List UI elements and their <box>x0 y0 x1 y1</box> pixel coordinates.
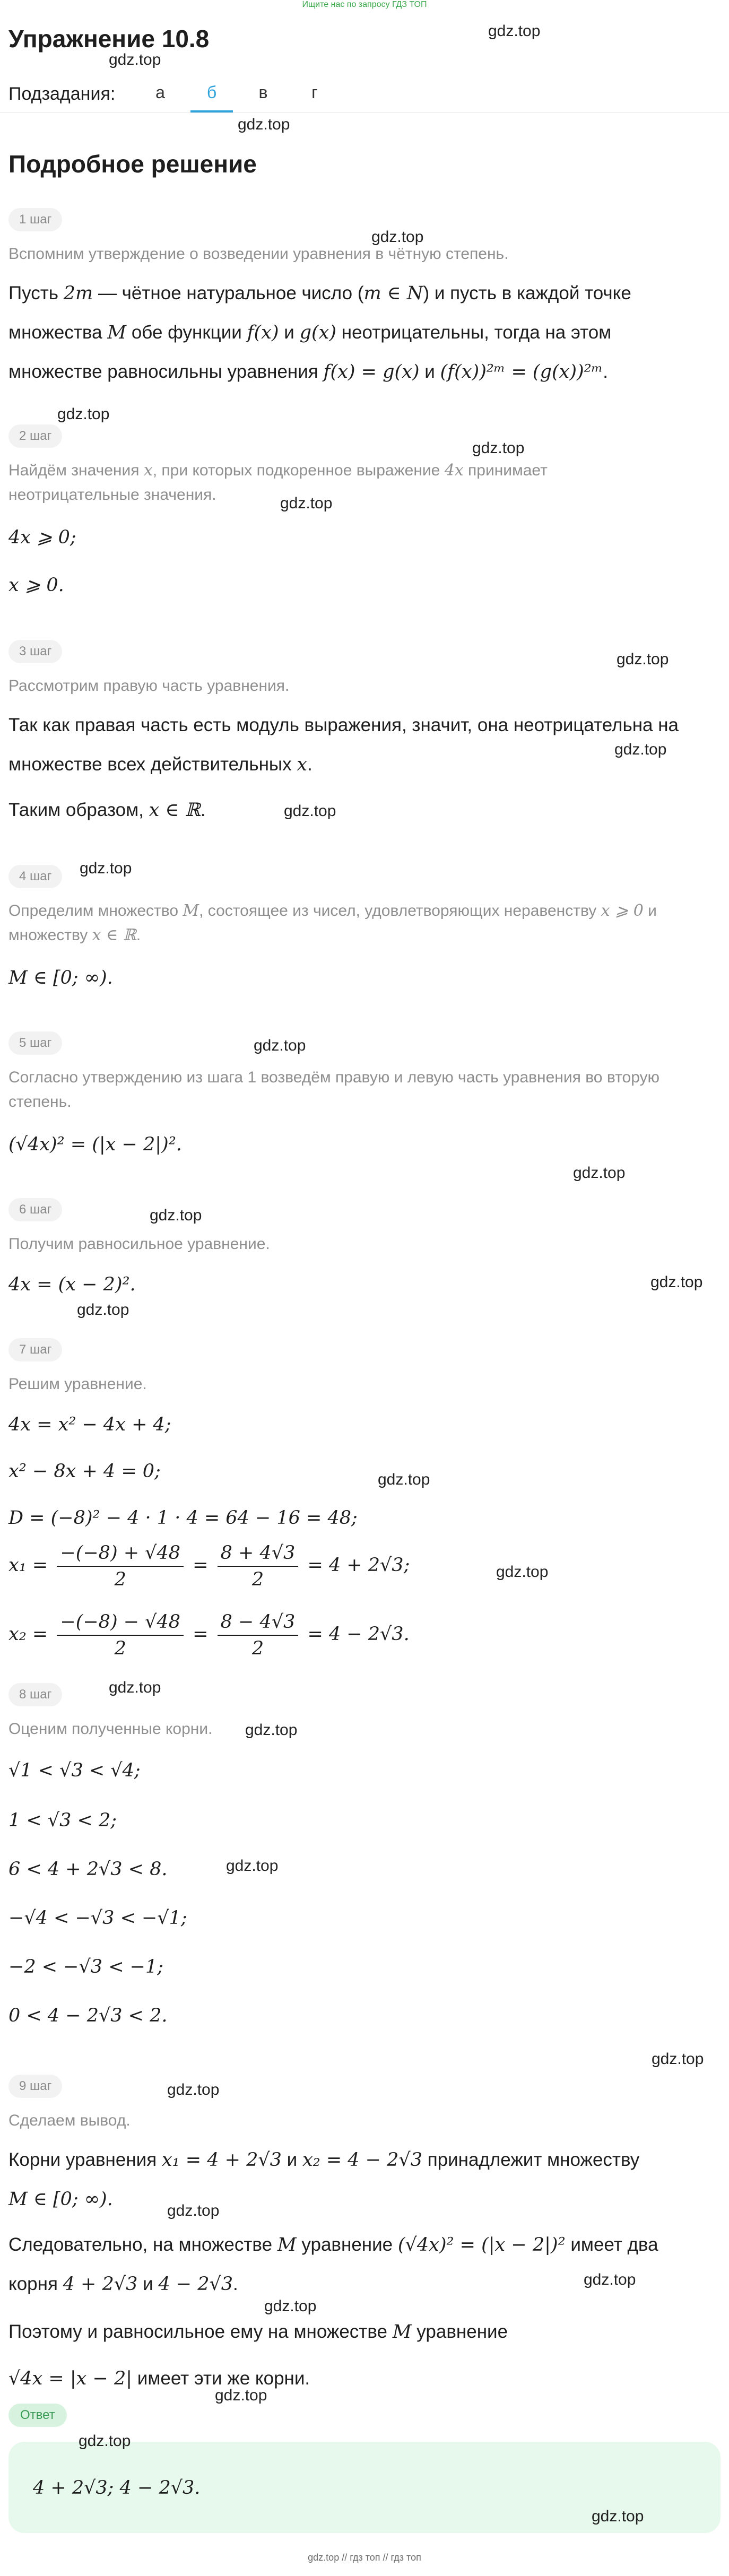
watermark: gdz.top <box>109 1679 161 1696</box>
equation: M ∈ [0; ∞). <box>8 967 113 988</box>
watermark: gdz.top <box>584 2271 636 2288</box>
watermark: gdz.top <box>167 2202 220 2219</box>
fraction: $\frac{8 + 4√3}{2}$ <box>218 1540 299 1592</box>
equation: 0 < 4 − 2√3 < 2. <box>8 2005 168 2026</box>
step-hint: Определим множество M, состоящее из чисел, удовлетворяющих неравенству x ⩾ 0 и <box>8 901 657 920</box>
watermark: gdz.top <box>617 650 669 668</box>
tab-a[interactable]: а <box>155 83 165 102</box>
step-badge: 5 шаг <box>8 1031 62 1055</box>
step-text: Так как правая часть есть модуль выражения, значит, она неотрицательна на <box>8 715 679 735</box>
equation: D = (−8)² − 4 · 1 · 4 = 64 − 16 = 48; <box>8 1507 358 1529</box>
equation: x² − 8x + 4 = 0; <box>8 1461 161 1482</box>
watermark: gdz.top <box>215 2387 267 2404</box>
step-text: Таким образом, x ∈ ℝ. <box>8 800 206 821</box>
step-hint: Согласно утверждению из шага 1 возведём правую и левую часть уравнения во вторую <box>8 1069 660 1086</box>
step-hint: Рассмотрим правую часть уравнения. <box>8 677 290 695</box>
equation: 4x = x² − 4x + 4; <box>8 1414 171 1435</box>
equation: 1 < √3 < 2; <box>8 1810 117 1831</box>
step-badge: 4 шаг <box>8 865 62 888</box>
step-badge: 6 шаг <box>8 1198 62 1221</box>
footer: gdz.top // гдз топ // гдз топ <box>308 2552 421 2563</box>
step-hint: степень. <box>8 1093 72 1111</box>
step-hint: Решим уравнение. <box>8 1375 147 1393</box>
fraction: $\frac{-(-8) + √48}{2}$ <box>57 1540 184 1592</box>
step-hint: Сделаем вывод. <box>8 2112 131 2129</box>
tabs-divider <box>0 112 729 113</box>
answer-badge: Ответ <box>8 2404 67 2427</box>
equation: √1 < √3 < √4; <box>8 1760 141 1781</box>
step-hint: Получим равносильное уравнение. <box>8 1235 270 1253</box>
step-hint: Вспомним утверждение о возведении уравнения в чётную степень. <box>8 245 509 263</box>
step-text: множестве всех действительных x. <box>8 754 313 775</box>
watermark: gdz.top <box>592 2508 644 2525</box>
subtasks-label: Подзадания: <box>8 84 116 104</box>
step-text: √4x = |x − 2| имеет эти же корни. <box>8 2368 310 2389</box>
step-hint: Найдём значения x, при которых подкоренное выражение 4x принимает <box>8 461 548 480</box>
step-badge: 8 шаг <box>8 1683 62 1706</box>
watermark: gdz.top <box>496 1563 549 1581</box>
fraction: $\frac{-(-8) - √48}{2}$ <box>57 1609 184 1661</box>
watermark: gdz.top <box>284 802 336 820</box>
step-badge: 9 шаг <box>8 2075 62 2098</box>
step-text: множества M обе функции f(x) и g(x) неотрицательны, тогда на этом <box>8 322 612 343</box>
step-hint: неотрицательные значения. <box>8 486 216 504</box>
equation: −√4 < −√3 < −√1; <box>8 1907 187 1929</box>
watermark: gdz.top <box>226 1857 279 1875</box>
equation: 4x ⩾ 0; <box>8 527 76 548</box>
watermark: gdz.top <box>264 2297 317 2315</box>
watermark: gdz.top <box>80 860 132 877</box>
watermark: gdz.top <box>650 1273 703 1291</box>
page-title: Упражнение 10.8 <box>8 25 210 53</box>
step-text: множестве равносильны уравнения f(x) = g(x) и (f(x))²ᵐ = (g(x))²ᵐ. <box>8 361 608 383</box>
watermark: gdz.top <box>109 51 161 68</box>
step-text: Пусть 2m — чётное натуральное число (m ∈ N) и пусть в каждой точке <box>8 283 631 304</box>
equation: 6 < 4 + 2√3 < 8. <box>8 1859 168 1880</box>
step-badge: 1 шаг <box>8 208 62 231</box>
watermark: gdz.top <box>371 228 424 246</box>
top-note: Ищите нас по запросу ГДЗ ТОП <box>302 0 427 9</box>
equation: 4x = (x − 2)². <box>8 1274 136 1295</box>
step-text: корня 4 + 2√3 и 4 − 2√3. <box>8 2274 238 2295</box>
equation: x₂ = $\frac{-(-8) - √48}{2}$ = $\frac{8 - 4√3}{2}$ = 4 − 2√3. <box>8 1608 719 1661</box>
tab-v[interactable]: в <box>258 83 268 102</box>
step-text: Корни уравнения x₁ = 4 + 2√3 и x₂ = 4 − 2√3 принадлежит множеству <box>8 2149 640 2171</box>
watermark: gdz.top <box>280 495 333 512</box>
watermark: gdz.top <box>57 405 110 423</box>
solution-heading: Подробное решение <box>8 150 257 178</box>
step-text: Поэтому и равносильное ему на множестве M уравнение <box>8 2321 508 2343</box>
watermark: gdz.top <box>79 2432 131 2450</box>
watermark: gdz.top <box>245 1721 298 1739</box>
watermark: gdz.top <box>652 2050 704 2068</box>
step-badge: 7 шаг <box>8 1338 62 1361</box>
step-badge: 2 шаг <box>8 424 62 448</box>
watermark: gdz.top <box>488 22 541 40</box>
watermark: gdz.top <box>77 1301 129 1319</box>
watermark: gdz.top <box>614 741 667 758</box>
step-text: Следовательно, на множестве M уравнение (√4x)² = (|x − 2|)² имеет два <box>8 2234 658 2256</box>
watermark: gdz.top <box>167 2081 220 2098</box>
watermark: gdz.top <box>472 439 525 457</box>
watermark: gdz.top <box>150 1207 202 1224</box>
watermark: gdz.top <box>573 1164 626 1182</box>
fraction: $\frac{8 - 4√3}{2}$ <box>218 1609 299 1661</box>
answer-value: 4 + 2√3; 4 − 2√3. <box>33 2477 201 2499</box>
step-hint: множеству x ∈ ℝ. <box>8 926 141 944</box>
step-badge: 3 шаг <box>8 640 62 663</box>
step-hint: Оценим полученные корни. <box>8 1720 213 1738</box>
equation: −2 < −√3 < −1; <box>8 1956 164 1977</box>
equation: x₁ = $\frac{-(-8) + √48}{2}$ = $\frac{8 + 4√3}{2}$ = 4 + 2√3; <box>8 1539 719 1592</box>
equation: (√4x)² = (|x − 2|)². <box>8 1134 182 1155</box>
tab-b[interactable]: б <box>190 80 233 112</box>
watermark: gdz.top <box>238 116 290 133</box>
step-text: M ∈ [0; ∞). <box>8 2189 113 2210</box>
watermark: gdz.top <box>378 1471 430 1488</box>
equation: x ⩾ 0. <box>8 575 64 596</box>
watermark: gdz.top <box>254 1037 306 1054</box>
tab-g[interactable]: г <box>311 83 318 102</box>
